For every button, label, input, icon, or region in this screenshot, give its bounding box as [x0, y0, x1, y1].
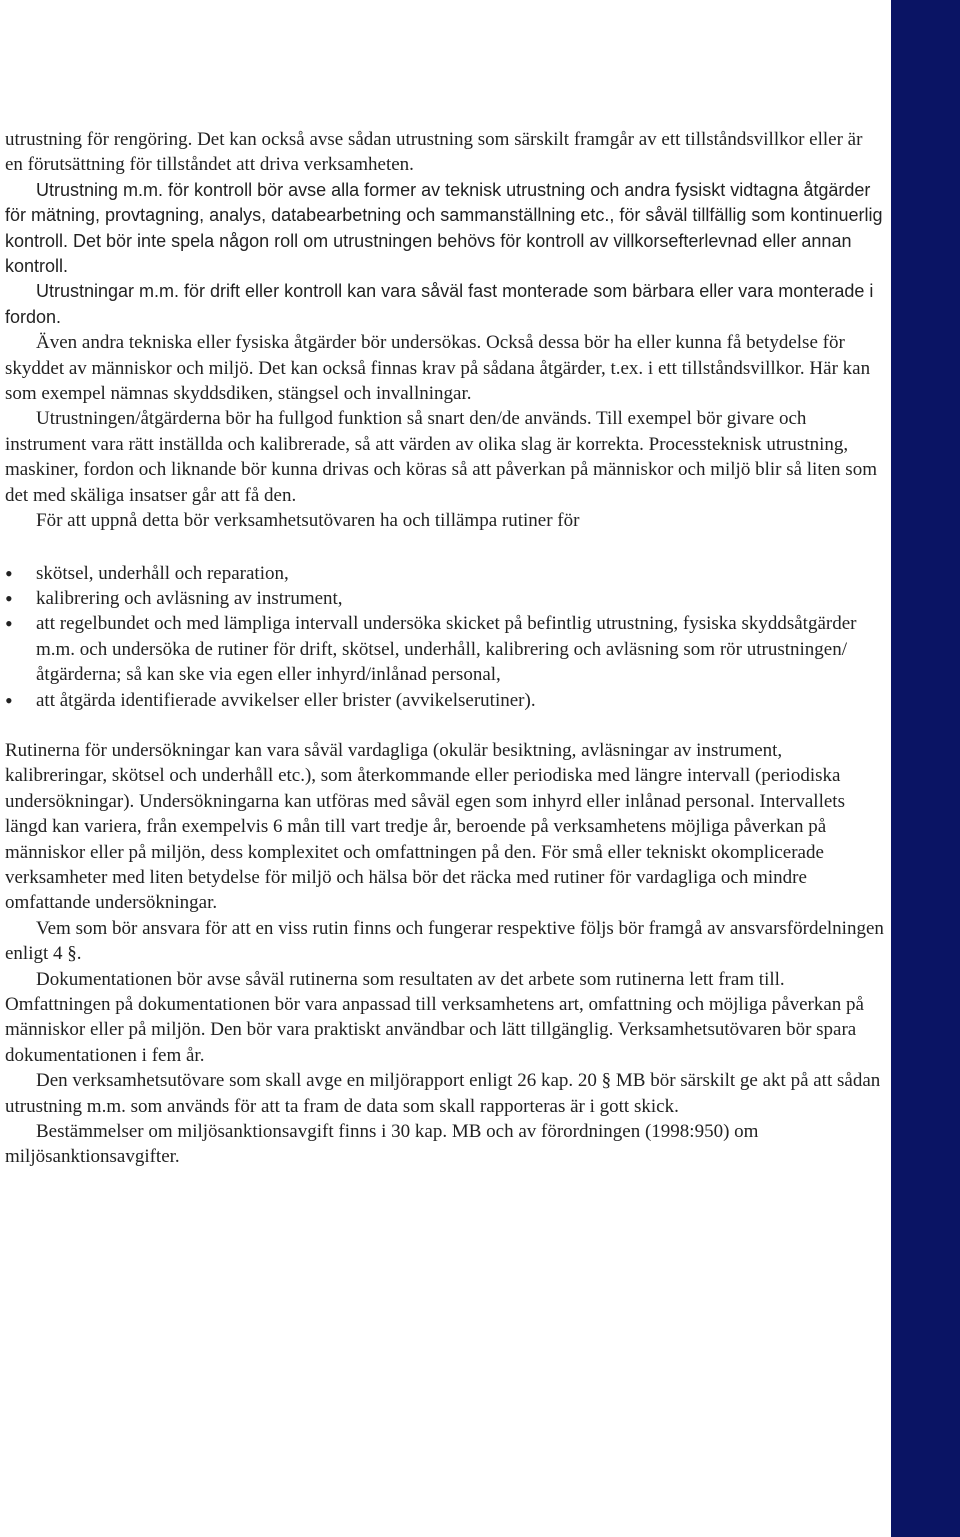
list-item: • kalibrering och avläsning av instrument,	[5, 586, 885, 611]
paragraph-3: Utrustningar m.m. för drift eller kontroll kan vara såväl fast monterade som bärbara eller vara monterade i fordon.	[5, 281, 874, 327]
paragraph-8: Vem som bör ansvara för att en viss rutin finns och fungerar respektive följs bör framgå av ansvarsfördelningen enligt 4 §.	[5, 917, 884, 965]
paragraph-5: Utrustningen/åtgärderna bör ha fullgod funktion så snart den/de används. Till exempel bör givare och instrument vara rätt inställda och kalibrerade, så att värden av olika slag är korrekta. Processteknisk utrustning, maskiner, fordon och liknande bör kunna drivas och köras så att påverkan på människor och miljö blir så liten som det med skäliga insatser går att få den.	[5, 408, 877, 506]
side-band	[891, 0, 960, 1537]
paragraph-9: Dokumentationen bör avse såväl rutinerna som resultaten av det arbete som rutinerna lett fram till. Omfattningen på dokumentationen bör vara anpassad till verksamhetens art, omfattning och möjliga påverkan på människor eller på miljön. Den bör vara praktiskt användbar och lätt tillgänglig. Verksamhetsutövaren bör spara dokumentationen i fem år.	[5, 968, 864, 1066]
paragraph-4: Även andra tekniska eller fysiska åtgärder bör undersökas. Också dessa bör ha eller kunna få betydelse för skyddet av människor och miljö. Det kan också finnas krav på sådana åtgärder, t.ex. i ett tillståndsvillkor. Här kan som exempel nämnas skyddsdiken, stängsel och invallningar.	[5, 332, 871, 405]
paragraph-6: För att uppnå detta bör verksamhetsutövaren ha och tillämpa rutiner för	[36, 510, 580, 532]
paragraph-10: Den verksamhetsutövare som skall avge en miljörapport enligt 26 kap. 20 § MB bör särskilt ge akt på att sådan utrustning m.m. som används för att ta fram de data som skall rapporteras är i gott skick.	[5, 1070, 881, 1117]
paragraph-11: Bestämmelser om miljösanktionsavgift finns i 30 kap. MB och av förordningen (1998:950) om miljösanktionsavgifter.	[5, 1121, 759, 1168]
list-item: • att regelbundet och med lämpliga intervall undersöka skicket på befintlig utrustning, fysiska skyddsåtgärder m.m. och undersöka de rutiner för drift, skötsel, underhåll, kalibrering och avläsning som rör utrustningen/åtgärderna; så kan ske via egen eller inhyrd/inlånad personal,	[5, 611, 885, 687]
paragraph-7: Rutinerna för undersökningar kan vara såväl vardagliga (okulär besiktning, avläsningar av instrument, kalibreringar, skötsel och underhåll etc.), som återkommande eller periodiska med längre intervall (periodiska undersökningar). Undersökningarna kan utföras med såväl egen som inhyrd eller inlånad personal. Intervallets längd kan variera, från exempelvis 6 mån till vart tredje år, beroende på verksamhetens möjliga påverkan på människor eller på miljön, dess komplexitet och omfattningen på den. För små eller tekniskt okomplicerade verksamheter med liten betydelse för miljö och hälsa bör det räcka med rutiner för vardagliga och mindre omfattande undersökningar.	[5, 739, 845, 914]
paragraph-2: Utrustning m.m. för kontroll bör avse alla former av teknisk utrustning och andra fysiskt vidtagna åtgärder för mätning, provtagning, analys, databearbetning och sammanställning etc., för såväl tillfällig som kontinuerlig kontroll. Det bör inte spela någon roll om utrustningen behövs för kontroll av villkorsefterlevnad eller annan kontroll.	[5, 179, 883, 277]
document-body	[5, 127, 885, 1170]
paragraph-1: utrustning för rengöring. Det kan också avse sådan utrustning som särskilt framgår av ett tillståndsvillkor eller är en förutsättning för tillståndet att driva verksamheten.	[5, 129, 863, 176]
list-item: • att åtgärda identifierade avvikelser eller brister (avvikelserutiner).	[5, 688, 885, 713]
routine-list	[5, 561, 885, 713]
list-item: • skötsel, underhåll och reparation,	[5, 561, 885, 586]
